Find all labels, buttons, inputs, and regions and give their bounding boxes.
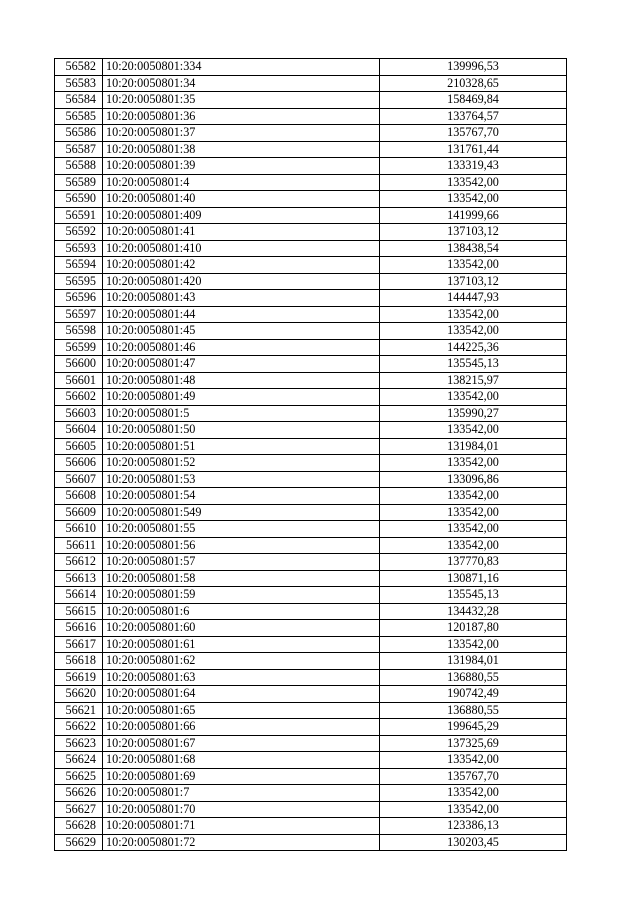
value-cell: 131761,44 xyxy=(380,141,567,158)
row-number-cell: 56617 xyxy=(55,636,103,653)
row-number-cell: 56593 xyxy=(55,240,103,257)
table-row xyxy=(55,356,567,373)
cadastral-number-cell: 10:20:0050801:45 xyxy=(103,323,380,340)
cadastral-number-cell: 10:20:0050801:59 xyxy=(103,587,380,604)
table-row xyxy=(55,174,567,191)
table-row xyxy=(55,158,567,175)
cadastral-number-cell: 10:20:0050801:37 xyxy=(103,125,380,142)
value-cell: 133542,00 xyxy=(380,785,567,802)
table-row xyxy=(55,488,567,505)
table-row xyxy=(55,554,567,571)
cadastral-number-cell: 10:20:0050801:41 xyxy=(103,224,380,241)
row-number-cell: 56585 xyxy=(55,108,103,125)
row-number-cell: 56618 xyxy=(55,653,103,670)
cadastral-number-cell: 10:20:0050801:34 xyxy=(103,75,380,92)
row-number-cell: 56591 xyxy=(55,207,103,224)
value-cell: 133542,00 xyxy=(380,801,567,818)
value-cell: 135545,13 xyxy=(380,356,567,373)
table-row xyxy=(55,636,567,653)
table-row xyxy=(55,570,567,587)
value-cell: 136880,55 xyxy=(380,702,567,719)
cadastral-number-cell: 10:20:0050801:68 xyxy=(103,752,380,769)
cadastral-number-cell: 10:20:0050801:69 xyxy=(103,768,380,785)
row-number-cell: 56625 xyxy=(55,768,103,785)
row-number-cell: 56583 xyxy=(55,75,103,92)
cadastral-number-cell: 10:20:0050801:42 xyxy=(103,257,380,274)
table-row xyxy=(55,75,567,92)
cadastral-number-cell: 10:20:0050801:47 xyxy=(103,356,380,373)
value-cell: 133542,00 xyxy=(380,504,567,521)
row-number-cell: 56620 xyxy=(55,686,103,703)
table-row xyxy=(55,702,567,719)
row-number-cell: 56595 xyxy=(55,273,103,290)
table-row xyxy=(55,620,567,637)
row-number-cell: 56626 xyxy=(55,785,103,802)
cadastral-number-cell: 10:20:0050801:420 xyxy=(103,273,380,290)
cadastral-number-cell: 10:20:0050801:52 xyxy=(103,455,380,472)
table-row xyxy=(55,141,567,158)
row-number-cell: 56614 xyxy=(55,587,103,604)
cadastral-number-cell: 10:20:0050801:39 xyxy=(103,158,380,175)
table-row xyxy=(55,207,567,224)
cadastral-number-cell: 10:20:0050801:44 xyxy=(103,306,380,323)
table-row xyxy=(55,290,567,307)
cadastral-number-cell: 10:20:0050801:48 xyxy=(103,372,380,389)
row-number-cell: 56624 xyxy=(55,752,103,769)
cadastral-number-cell: 10:20:0050801:65 xyxy=(103,702,380,719)
row-number-cell: 56592 xyxy=(55,224,103,241)
row-number-cell: 56590 xyxy=(55,191,103,208)
row-number-cell: 56605 xyxy=(55,438,103,455)
table-row xyxy=(55,92,567,109)
table-row xyxy=(55,323,567,340)
cadastral-number-cell: 10:20:0050801:35 xyxy=(103,92,380,109)
cadastral-number-cell: 10:20:0050801:71 xyxy=(103,818,380,835)
value-cell: 133542,00 xyxy=(380,455,567,472)
cadastral-number-cell: 10:20:0050801:55 xyxy=(103,521,380,538)
cadastral-number-cell: 10:20:0050801:49 xyxy=(103,389,380,406)
value-cell: 133542,00 xyxy=(380,752,567,769)
row-number-cell: 56596 xyxy=(55,290,103,307)
table-row xyxy=(55,587,567,604)
row-number-cell: 56594 xyxy=(55,257,103,274)
cadastral-number-cell: 10:20:0050801:57 xyxy=(103,554,380,571)
table-row xyxy=(55,653,567,670)
row-number-cell: 56600 xyxy=(55,356,103,373)
value-cell: 133764,57 xyxy=(380,108,567,125)
value-cell: 133542,00 xyxy=(380,306,567,323)
table-row xyxy=(55,273,567,290)
value-cell: 133542,00 xyxy=(380,191,567,208)
value-cell: 137325,69 xyxy=(380,735,567,752)
table-row xyxy=(55,240,567,257)
value-cell: 210328,65 xyxy=(380,75,567,92)
cadastral-number-cell: 10:20:0050801:53 xyxy=(103,471,380,488)
cadastral-number-cell: 10:20:0050801:43 xyxy=(103,290,380,307)
value-cell: 131984,01 xyxy=(380,438,567,455)
cadastral-number-cell: 10:20:0050801:72 xyxy=(103,834,380,851)
cadastral-number-cell: 10:20:0050801:58 xyxy=(103,570,380,587)
cadastral-number-cell: 10:20:0050801:40 xyxy=(103,191,380,208)
table-row xyxy=(55,372,567,389)
row-number-cell: 56588 xyxy=(55,158,103,175)
value-cell: 133096,86 xyxy=(380,471,567,488)
row-number-cell: 56629 xyxy=(55,834,103,851)
value-cell: 130203,45 xyxy=(380,834,567,851)
value-cell: 133542,00 xyxy=(380,257,567,274)
row-number-cell: 56621 xyxy=(55,702,103,719)
row-number-cell: 56601 xyxy=(55,372,103,389)
table-row xyxy=(55,719,567,736)
cadastral-number-cell: 10:20:0050801:410 xyxy=(103,240,380,257)
table-row xyxy=(55,306,567,323)
cadastral-number-cell: 10:20:0050801:64 xyxy=(103,686,380,703)
row-number-cell: 56602 xyxy=(55,389,103,406)
cadastral-number-cell: 10:20:0050801:6 xyxy=(103,603,380,620)
row-number-cell: 56612 xyxy=(55,554,103,571)
table-row xyxy=(55,801,567,818)
row-number-cell: 56582 xyxy=(55,59,103,76)
cadastral-number-cell: 10:20:0050801:70 xyxy=(103,801,380,818)
value-cell: 135767,70 xyxy=(380,125,567,142)
row-number-cell: 56598 xyxy=(55,323,103,340)
value-cell: 144447,93 xyxy=(380,290,567,307)
row-number-cell: 56627 xyxy=(55,801,103,818)
cadastral-number-cell: 10:20:0050801:38 xyxy=(103,141,380,158)
value-cell: 133542,00 xyxy=(380,174,567,191)
table-row xyxy=(55,785,567,802)
value-cell: 133542,00 xyxy=(380,537,567,554)
row-number-cell: 56619 xyxy=(55,669,103,686)
value-cell: 139996,53 xyxy=(380,59,567,76)
table-row xyxy=(55,389,567,406)
table-row xyxy=(55,438,567,455)
cadastral-number-cell: 10:20:0050801:56 xyxy=(103,537,380,554)
table-row xyxy=(55,339,567,356)
value-cell: 133542,00 xyxy=(380,323,567,340)
row-number-cell: 56611 xyxy=(55,537,103,554)
table-row xyxy=(55,405,567,422)
table-row xyxy=(55,257,567,274)
cadastral-number-cell: 10:20:0050801:62 xyxy=(103,653,380,670)
row-number-cell: 56599 xyxy=(55,339,103,356)
row-number-cell: 56616 xyxy=(55,620,103,637)
value-cell: 137103,12 xyxy=(380,273,567,290)
table-row xyxy=(55,735,567,752)
value-cell: 133542,00 xyxy=(380,636,567,653)
row-number-cell: 56603 xyxy=(55,405,103,422)
data-table xyxy=(54,58,567,851)
row-number-cell: 56608 xyxy=(55,488,103,505)
value-cell: 158469,84 xyxy=(380,92,567,109)
value-cell: 134432,28 xyxy=(380,603,567,620)
cadastral-number-cell: 10:20:0050801:66 xyxy=(103,719,380,736)
value-cell: 133319,43 xyxy=(380,158,567,175)
cadastral-number-cell: 10:20:0050801:334 xyxy=(103,59,380,76)
table-row xyxy=(55,768,567,785)
value-cell: 144225,36 xyxy=(380,339,567,356)
row-number-cell: 56622 xyxy=(55,719,103,736)
cadastral-number-cell: 10:20:0050801:5 xyxy=(103,405,380,422)
value-cell: 133542,00 xyxy=(380,488,567,505)
value-cell: 133542,00 xyxy=(380,422,567,439)
row-number-cell: 56607 xyxy=(55,471,103,488)
table-row xyxy=(55,108,567,125)
value-cell: 138438,54 xyxy=(380,240,567,257)
table-row xyxy=(55,818,567,835)
value-cell: 133542,00 xyxy=(380,389,567,406)
table-row xyxy=(55,191,567,208)
cadastral-number-cell: 10:20:0050801:67 xyxy=(103,735,380,752)
cadastral-number-cell: 10:20:0050801:61 xyxy=(103,636,380,653)
table-row xyxy=(55,59,567,76)
row-number-cell: 56597 xyxy=(55,306,103,323)
value-cell: 135990,27 xyxy=(380,405,567,422)
value-cell: 141999,66 xyxy=(380,207,567,224)
row-number-cell: 56610 xyxy=(55,521,103,538)
table-row xyxy=(55,603,567,620)
row-number-cell: 56584 xyxy=(55,92,103,109)
cadastral-number-cell: 10:20:0050801:549 xyxy=(103,504,380,521)
cadastral-number-cell: 10:20:0050801:51 xyxy=(103,438,380,455)
value-cell: 130871,16 xyxy=(380,570,567,587)
cadastral-number-cell: 10:20:0050801:50 xyxy=(103,422,380,439)
value-cell: 137770,83 xyxy=(380,554,567,571)
row-number-cell: 56604 xyxy=(55,422,103,439)
value-cell: 190742,49 xyxy=(380,686,567,703)
table-row xyxy=(55,686,567,703)
value-cell: 133542,00 xyxy=(380,521,567,538)
value-cell: 135767,70 xyxy=(380,768,567,785)
row-number-cell: 56589 xyxy=(55,174,103,191)
row-number-cell: 56628 xyxy=(55,818,103,835)
table-row xyxy=(55,669,567,686)
value-cell: 137103,12 xyxy=(380,224,567,241)
value-cell: 199645,29 xyxy=(380,719,567,736)
cadastral-number-cell: 10:20:0050801:36 xyxy=(103,108,380,125)
cadastral-number-cell: 10:20:0050801:63 xyxy=(103,669,380,686)
table-row xyxy=(55,834,567,851)
table-row xyxy=(55,422,567,439)
table-row xyxy=(55,471,567,488)
table-row xyxy=(55,125,567,142)
row-number-cell: 56615 xyxy=(55,603,103,620)
table-row xyxy=(55,521,567,538)
value-cell: 131984,01 xyxy=(380,653,567,670)
cadastral-number-cell: 10:20:0050801:60 xyxy=(103,620,380,637)
table-row xyxy=(55,504,567,521)
cadastral-number-cell: 10:20:0050801:4 xyxy=(103,174,380,191)
row-number-cell: 56586 xyxy=(55,125,103,142)
row-number-cell: 56613 xyxy=(55,570,103,587)
value-cell: 136880,55 xyxy=(380,669,567,686)
row-number-cell: 56623 xyxy=(55,735,103,752)
table-row xyxy=(55,224,567,241)
table-row xyxy=(55,752,567,769)
cadastral-number-cell: 10:20:0050801:7 xyxy=(103,785,380,802)
row-number-cell: 56606 xyxy=(55,455,103,472)
table-row xyxy=(55,537,567,554)
cadastral-number-cell: 10:20:0050801:54 xyxy=(103,488,380,505)
cadastral-number-cell: 10:20:0050801:409 xyxy=(103,207,380,224)
row-number-cell: 56587 xyxy=(55,141,103,158)
row-number-cell: 56609 xyxy=(55,504,103,521)
value-cell: 138215,97 xyxy=(380,372,567,389)
value-cell: 120187,80 xyxy=(380,620,567,637)
value-cell: 123386,13 xyxy=(380,818,567,835)
value-cell: 135545,13 xyxy=(380,587,567,604)
cadastral-number-cell: 10:20:0050801:46 xyxy=(103,339,380,356)
table-body xyxy=(55,59,567,851)
table-row xyxy=(55,455,567,472)
